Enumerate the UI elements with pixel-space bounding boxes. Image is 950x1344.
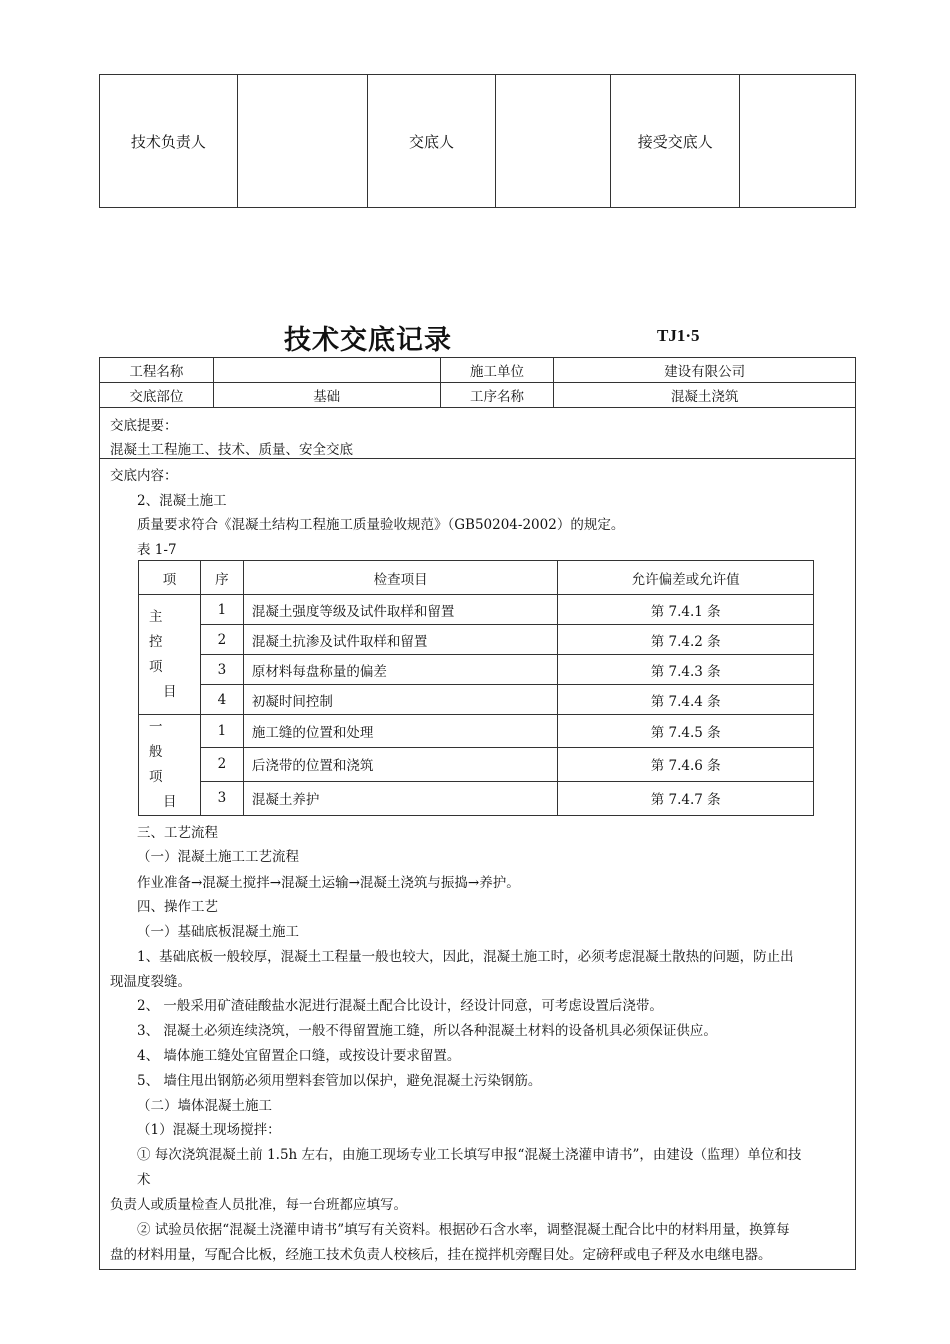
header-table: [99, 357, 856, 408]
row-no: 2: [200, 748, 243, 781]
row-no: 3: [200, 781, 243, 815]
general-group-char-1: 一: [149, 719, 163, 735]
project-name-value[interactable]: [213, 358, 440, 383]
row-tolerance: 第 7.4.6 条: [558, 748, 814, 781]
main-control-group: [139, 595, 201, 715]
row-tolerance: 第 7.4.7 条: [558, 781, 814, 815]
summary-text: 混凝土工程施工、技术、质量、安全交底: [110, 442, 353, 458]
col-header-tolerance: 允许偏差或允许值: [558, 561, 814, 595]
row-tolerance: 第 7.4.1 条: [558, 595, 814, 625]
row-check-item: 混凝土养护: [243, 781, 557, 815]
row-check-item: 初凝时间控制: [243, 685, 557, 715]
row-tolerance: 第 7.4.5 条: [558, 715, 814, 748]
main-group-char-1: 主: [149, 608, 163, 625]
form-code: TJ1·5: [657, 326, 700, 345]
construction-unit-label: 施工单位: [440, 358, 554, 383]
discloser-signature-cell[interactable]: [496, 75, 611, 208]
row-tolerance: 第 7.4.3 条: [558, 655, 814, 685]
section-4-2-1-heading: （1）混凝土现场搅拌：: [137, 1122, 281, 1138]
signature-table: [99, 74, 856, 208]
receiver-label: 接受交底人: [611, 75, 740, 208]
part-value[interactable]: 基础: [213, 383, 440, 408]
row-tolerance: 第 7.4.4 条: [558, 685, 814, 715]
section-4-1-heading: （一）基础底板混凝土施工: [137, 924, 299, 940]
row-check-item: 施工缝的位置和处理: [243, 715, 557, 748]
clause-2-line-1: ② 试验员依据“混凝土浇灌申请书”填写有关资料。根据砂石含水率，调整混凝土配合比中的材料用量，换算每: [137, 1222, 790, 1238]
paragraph-3: 3、 混凝土必须连续浇筑，一般不得留置施工缝，所以各种混凝土材料的设备机具必须保证供应。: [137, 1023, 717, 1039]
general-group-char-2: 般: [149, 744, 163, 760]
main-group-char-3: 项: [149, 658, 163, 675]
col-header-item: 项: [139, 561, 201, 595]
paragraph-1-line-2: 现温度裂缝。: [110, 974, 191, 990]
col-header-check-item: 检查项目: [243, 561, 557, 595]
table-caption: 表 1-7: [137, 542, 177, 558]
document-title-row: [0, 318, 950, 354]
row-check-item: 混凝土强度等级及试件取样和留置: [243, 595, 557, 625]
row-check-item: 混凝土抗渗及试件取样和留置: [243, 625, 557, 655]
row-no: 3: [200, 655, 243, 685]
clause-1-line-3: 负责人或质量检查人员批准，每一台班都应填写。: [110, 1197, 407, 1213]
quality-requirement: 质量要求符合《混凝土结构工程施工质量验收规范》（GB50204-2002）的规定。: [137, 517, 625, 533]
general-group-char-3: 项: [149, 769, 163, 785]
paragraph-4: 4、 墙体施工缝处宜留置企口缝，或按设计要求留置。: [137, 1048, 461, 1064]
clause-1-line-2: 术: [137, 1172, 151, 1188]
row-tolerance: 第 7.4.2 条: [558, 625, 814, 655]
row-check-item: 原材料每盘称量的偏差: [243, 655, 557, 685]
general-group-char-4: 目: [163, 794, 177, 810]
process-label: 工序名称: [440, 383, 554, 408]
general-group: [139, 715, 201, 816]
main-group-char-2: 控: [149, 633, 163, 650]
section-3-heading: 三、工艺流程: [137, 825, 218, 841]
summary-label: 交底提要：: [110, 418, 178, 434]
discloser-label: 交底人: [367, 75, 496, 208]
process-value[interactable]: 混凝土浇筑: [554, 383, 856, 408]
tech-lead-signature-cell[interactable]: [237, 75, 367, 208]
paragraph-5: 5、 墙住甩出钢筋必须用塑料套管加以保护，避免混凝土污染钢筋。: [137, 1073, 542, 1089]
section-4-2-heading: （二）墙体混凝土施工: [137, 1098, 272, 1114]
section-3-1-heading: （一）混凝土施工工艺流程: [137, 849, 299, 865]
row-no: 1: [200, 595, 243, 625]
part-label: 交底部位: [100, 383, 214, 408]
tech-lead-label: 技术负责人: [100, 75, 238, 208]
row-no: 2: [200, 625, 243, 655]
section-2-heading: 2、混凝土施工: [137, 493, 227, 509]
summary-section: [99, 408, 856, 459]
row-no: 4: [200, 685, 243, 715]
main-group-char-4: 目: [163, 683, 177, 700]
process-flow: 作业准备→混凝土搅拌→混凝土运输→混凝土浇筑与振捣→养护。: [137, 875, 520, 891]
section-4-heading: 四、操作工艺: [137, 899, 218, 915]
inspection-table: [138, 560, 814, 816]
project-name-label: 工程名称: [100, 358, 214, 383]
col-header-no: 序: [200, 561, 243, 595]
content-label: 交底内容：: [110, 468, 178, 484]
row-check-item: 后浇带的位置和浇筑: [243, 748, 557, 781]
construction-unit-value[interactable]: 建设有限公司: [554, 358, 856, 383]
clause-2-line-2: 盘的材料用量，写配合比板，经施工技术负责人校核后，挂在搅拌机旁醒目处。定磅秤或电子秤及水电继电器。: [110, 1247, 772, 1263]
document-title: 技术交底记录: [284, 325, 452, 356]
receiver-signature-cell[interactable]: [740, 75, 856, 208]
paragraph-2: 2、 一般采用矿渣硅酸盐水泥进行混凝土配合比设计，经设计同意，可考虑设置后浇带。: [137, 998, 663, 1014]
paragraph-1-line-1: 1、基础底板一般较厚，混凝土工程量一般也较大，因此，混凝土施工时，必须考虑混凝土散热的问题，防止出: [137, 949, 794, 965]
clause-1-line-1: ① 每次浇筑混凝土前 1.5h 左右，由施工现场专业工长填写申报“混凝土浇灌申请书”，由建设（监理）单位和技: [137, 1147, 802, 1163]
row-no: 1: [200, 715, 243, 748]
